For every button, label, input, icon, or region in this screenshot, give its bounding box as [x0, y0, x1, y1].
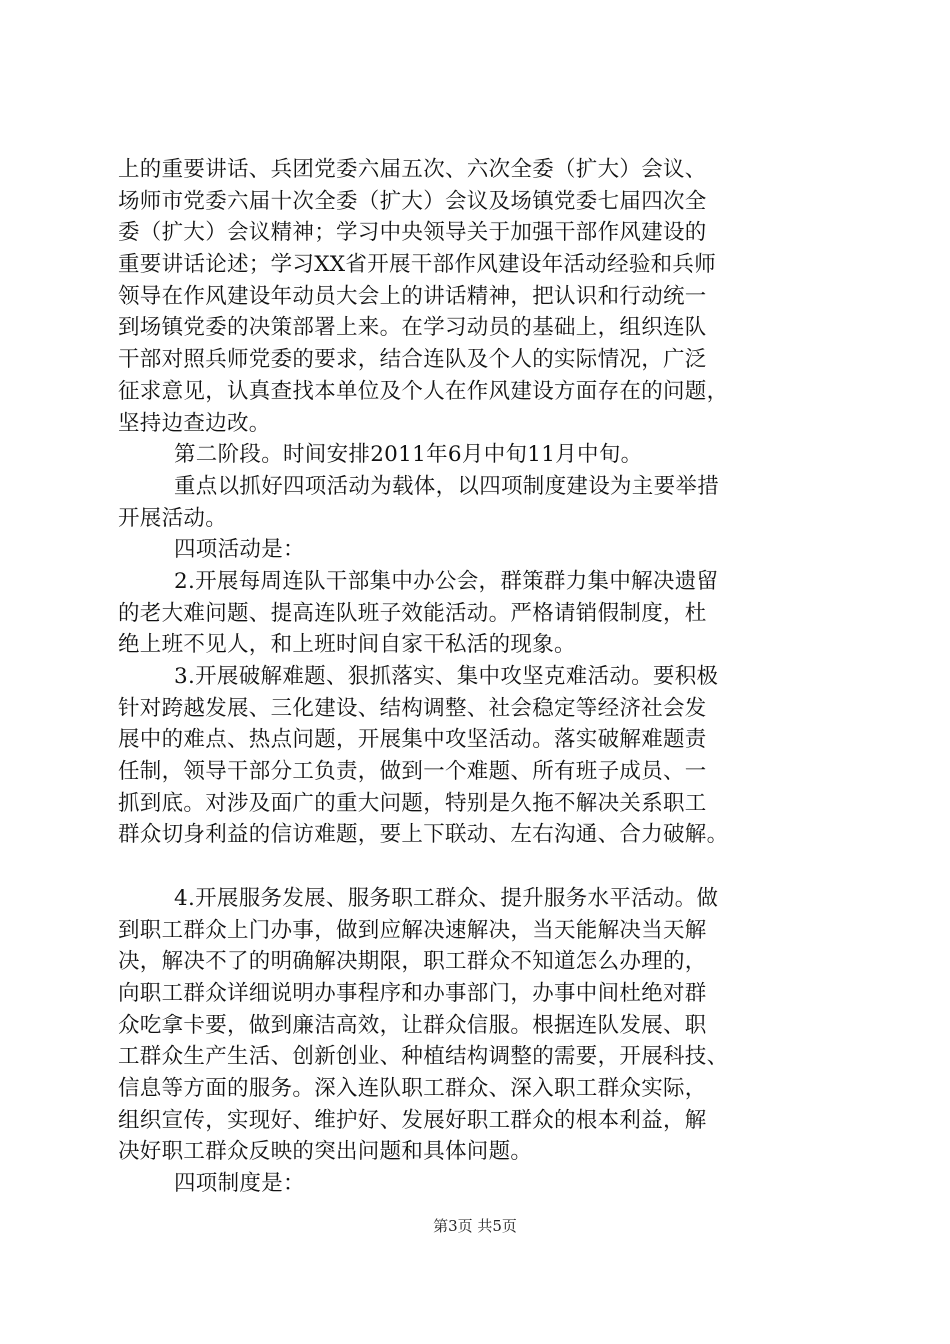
text-line: 干部对照兵师党委的要求，结合连队及个人的实际情况，广泛: [118, 347, 707, 373]
list-item-2: 2.开展每周连队干部集中办公会，群策群力集中解决遗留: [174, 568, 719, 594]
list-item-3: 3.开展破解难题、狠抓落实、集中攻坚克难活动。要积极: [174, 664, 719, 689]
text-line: 到场镇党委的决策部署上来。在学习动员的基础上，组织连队: [118, 315, 707, 341]
list-item-4: 4.开展服务发展、服务职工群众、提升服务水平活动。做: [174, 885, 719, 911]
text-line: 众吃拿卡要，做到廉洁高效，让群众信服。根据连队发展、职: [118, 1012, 707, 1038]
text-line: 信息等方面的服务。深入连队职工群众、深入职工群众实际，: [118, 1075, 707, 1101]
text-line: 群众切身利益的信访难题，要上下联动、左右沟通、合力破解。: [118, 822, 729, 848]
blank-line: [118, 851, 853, 883]
text-line: 绝上班不见人，和上班时间自家干私活的现象。: [118, 632, 576, 658]
text-line: 向职工群众详细说明办事程序和办事部门，办事中间杜绝对群: [118, 980, 707, 1006]
text-line: 抓到底。对涉及面广的重大问题，特别是久拖不解决关系职工: [118, 790, 707, 816]
text-line: 的老大难问题、提高连队班子效能活动。严格请销假制度，杜: [118, 600, 707, 626]
text-line: 重要讲话论述；学习XX省开展干部作风建设年活动经验和兵师: [118, 252, 717, 278]
page-footer: [0, 1216, 950, 1236]
text-line: 场师市党委六届十次全委（扩大）会议及场镇党委七届四次全: [118, 188, 707, 214]
text-line: 工群众生产生活、创新创业、种植结构调整的需要，开展科技、: [118, 1044, 729, 1070]
text-line: 展中的难点、热点问题，开展集中攻坚活动。落实破解难题责: [118, 727, 707, 753]
text-line: 组织宣传，实现好、维护好、发展好职工群众的根本利益，解: [118, 1107, 707, 1133]
text-line: 上的重要讲话、兵团党委六届五次、六次全委（扩大）会议、: [118, 157, 707, 182]
text-line: 决，解决不了的明确解决期限，职工群众不知道怎么办理的，: [118, 949, 707, 975]
text-line: 到职工群众上门办事，做到应解决速解决，当天能解决当天解: [118, 917, 707, 943]
list-heading: 四项制度是：: [174, 1171, 305, 1196]
text-line: 决好职工群众反映的突出问题和具体问题。: [118, 1139, 533, 1165]
text-line: 重点以抓好四项活动为载体，以四项制度建设为主要举措: [174, 473, 720, 499]
page-number: 第3页 共5页: [433, 1217, 517, 1235]
text-line: 任制，领导干部分工负责，做到一个难题、所有班子成员、一: [118, 759, 707, 785]
document-body: [118, 154, 853, 1200]
list-heading: 四项活动是：: [174, 537, 305, 563]
text-line: 征求意见，认真查找本单位及个人在作风建设方面存在的问题，: [118, 378, 729, 404]
text-line: 开展活动。: [118, 505, 228, 531]
text-line: 领导在作风建设年动员大会上的讲话精神，把认识和行动统一: [118, 283, 707, 309]
text-line: 坚持边查边改。: [118, 410, 271, 436]
section-heading: 第二阶段。时间安排2011年6月中旬11月中旬。: [174, 442, 643, 468]
text-line: 针对跨越发展、三化建设、结构调整、社会稳定等经济社会发: [118, 695, 707, 721]
text-line: 委（扩大）会议精神；学习中央领导关于加强干部作风建设的: [118, 220, 707, 246]
